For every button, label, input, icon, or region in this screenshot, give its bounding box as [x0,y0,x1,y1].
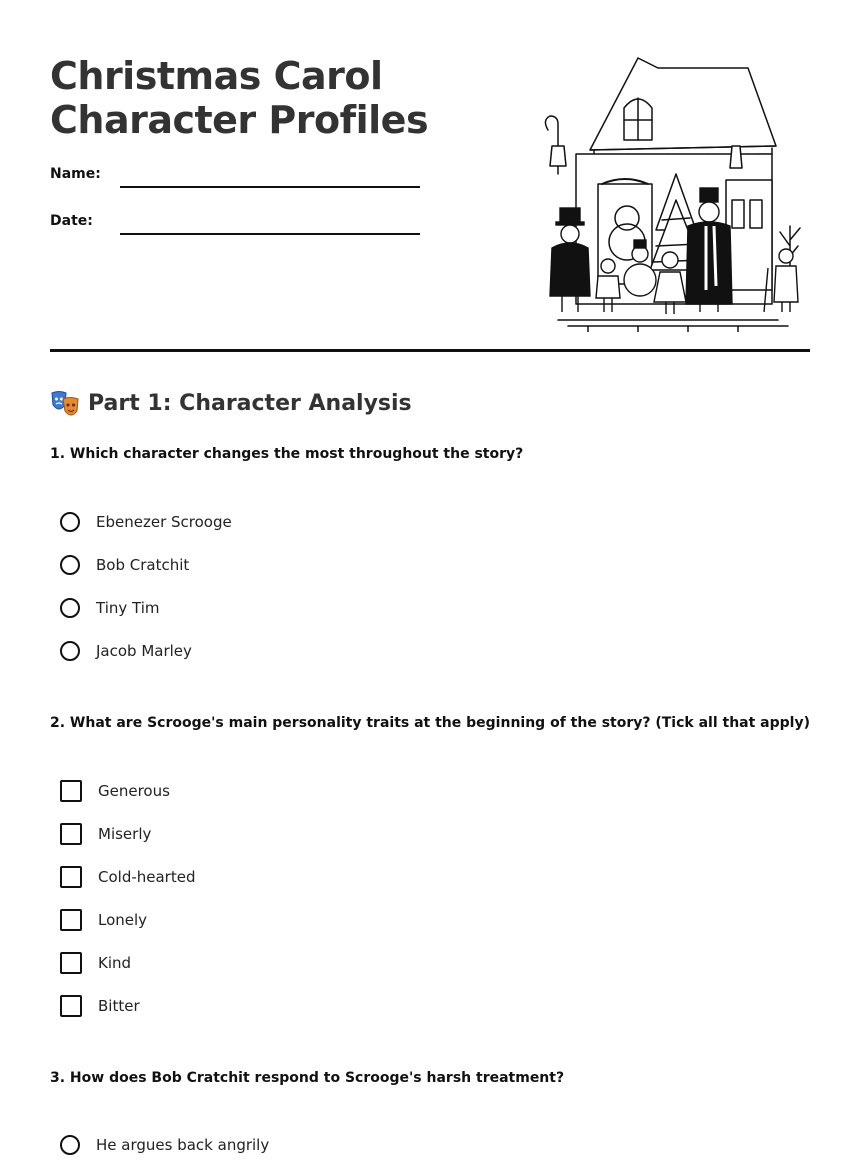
q1-option-bob-cratchit[interactable] [60,552,189,578]
worksheet-title [50,54,428,142]
option-label: Ebenezer Scrooge [96,513,232,531]
radio-button[interactable] [60,1135,80,1155]
q2-option-cold-hearted[interactable] [60,864,195,890]
option-label: Generous [98,782,170,800]
date-field[interactable] [50,213,420,237]
q1-option-ebenezer-scrooge[interactable] [60,509,232,535]
checkbox[interactable] [60,823,82,845]
option-label: Cold-hearted [98,868,196,886]
option-label: Bitter [98,997,140,1015]
question-3: 3. How does Bob Cratchit respond to Scrooge's harsh treatment? [50,1070,565,1086]
title-line-1: Christmas Carol [50,54,383,98]
q2-option-kind[interactable] [60,950,131,976]
date-label: Date: [50,213,93,229]
q2-option-miserly[interactable] [60,821,151,847]
option-label: Bob Cratchit [96,556,190,574]
radio-button[interactable] [60,598,80,618]
checkbox[interactable] [60,995,82,1017]
victorian-house-carolers-illustration [528,50,810,332]
name-input-line[interactable] [120,186,420,188]
option-label: Lonely [98,911,148,929]
q1-option-tiny-tim[interactable] [60,595,160,621]
option-label: Kind [98,954,132,972]
checkbox[interactable] [60,780,82,802]
q2-option-generous[interactable] [60,778,170,804]
radio-button[interactable] [60,641,80,661]
name-field[interactable] [50,166,420,190]
option-label: Jacob Marley [96,642,192,660]
title-line-2: Character Profiles [50,98,429,142]
date-input-line[interactable] [120,233,420,235]
radio-button[interactable] [60,555,80,575]
theater-masks-icon [50,389,80,419]
question-1: 1. Which character changes the most throughout the story? [50,446,524,462]
option-label: He argues back angrily [96,1136,270,1154]
section-title-text: Part 1: Character Analysis [88,391,412,416]
q2-option-bitter[interactable] [60,993,140,1019]
section-title-character-analysis [50,388,412,420]
option-label: Tiny Tim [96,599,160,617]
checkbox[interactable] [60,866,82,888]
option-label: Miserly [98,825,152,843]
checkbox[interactable] [60,952,82,974]
q1-option-jacob-marley[interactable] [60,638,192,664]
radio-button[interactable] [60,512,80,532]
checkbox[interactable] [60,909,82,931]
q3-option-argues-back[interactable] [60,1132,269,1158]
header-divider [50,349,810,352]
name-label: Name: [50,166,101,182]
question-2: 2. What are Scrooge's main personality traits at the beginning of the story? (Tick all that apply) [50,715,810,731]
q2-option-lonely[interactable] [60,907,147,933]
